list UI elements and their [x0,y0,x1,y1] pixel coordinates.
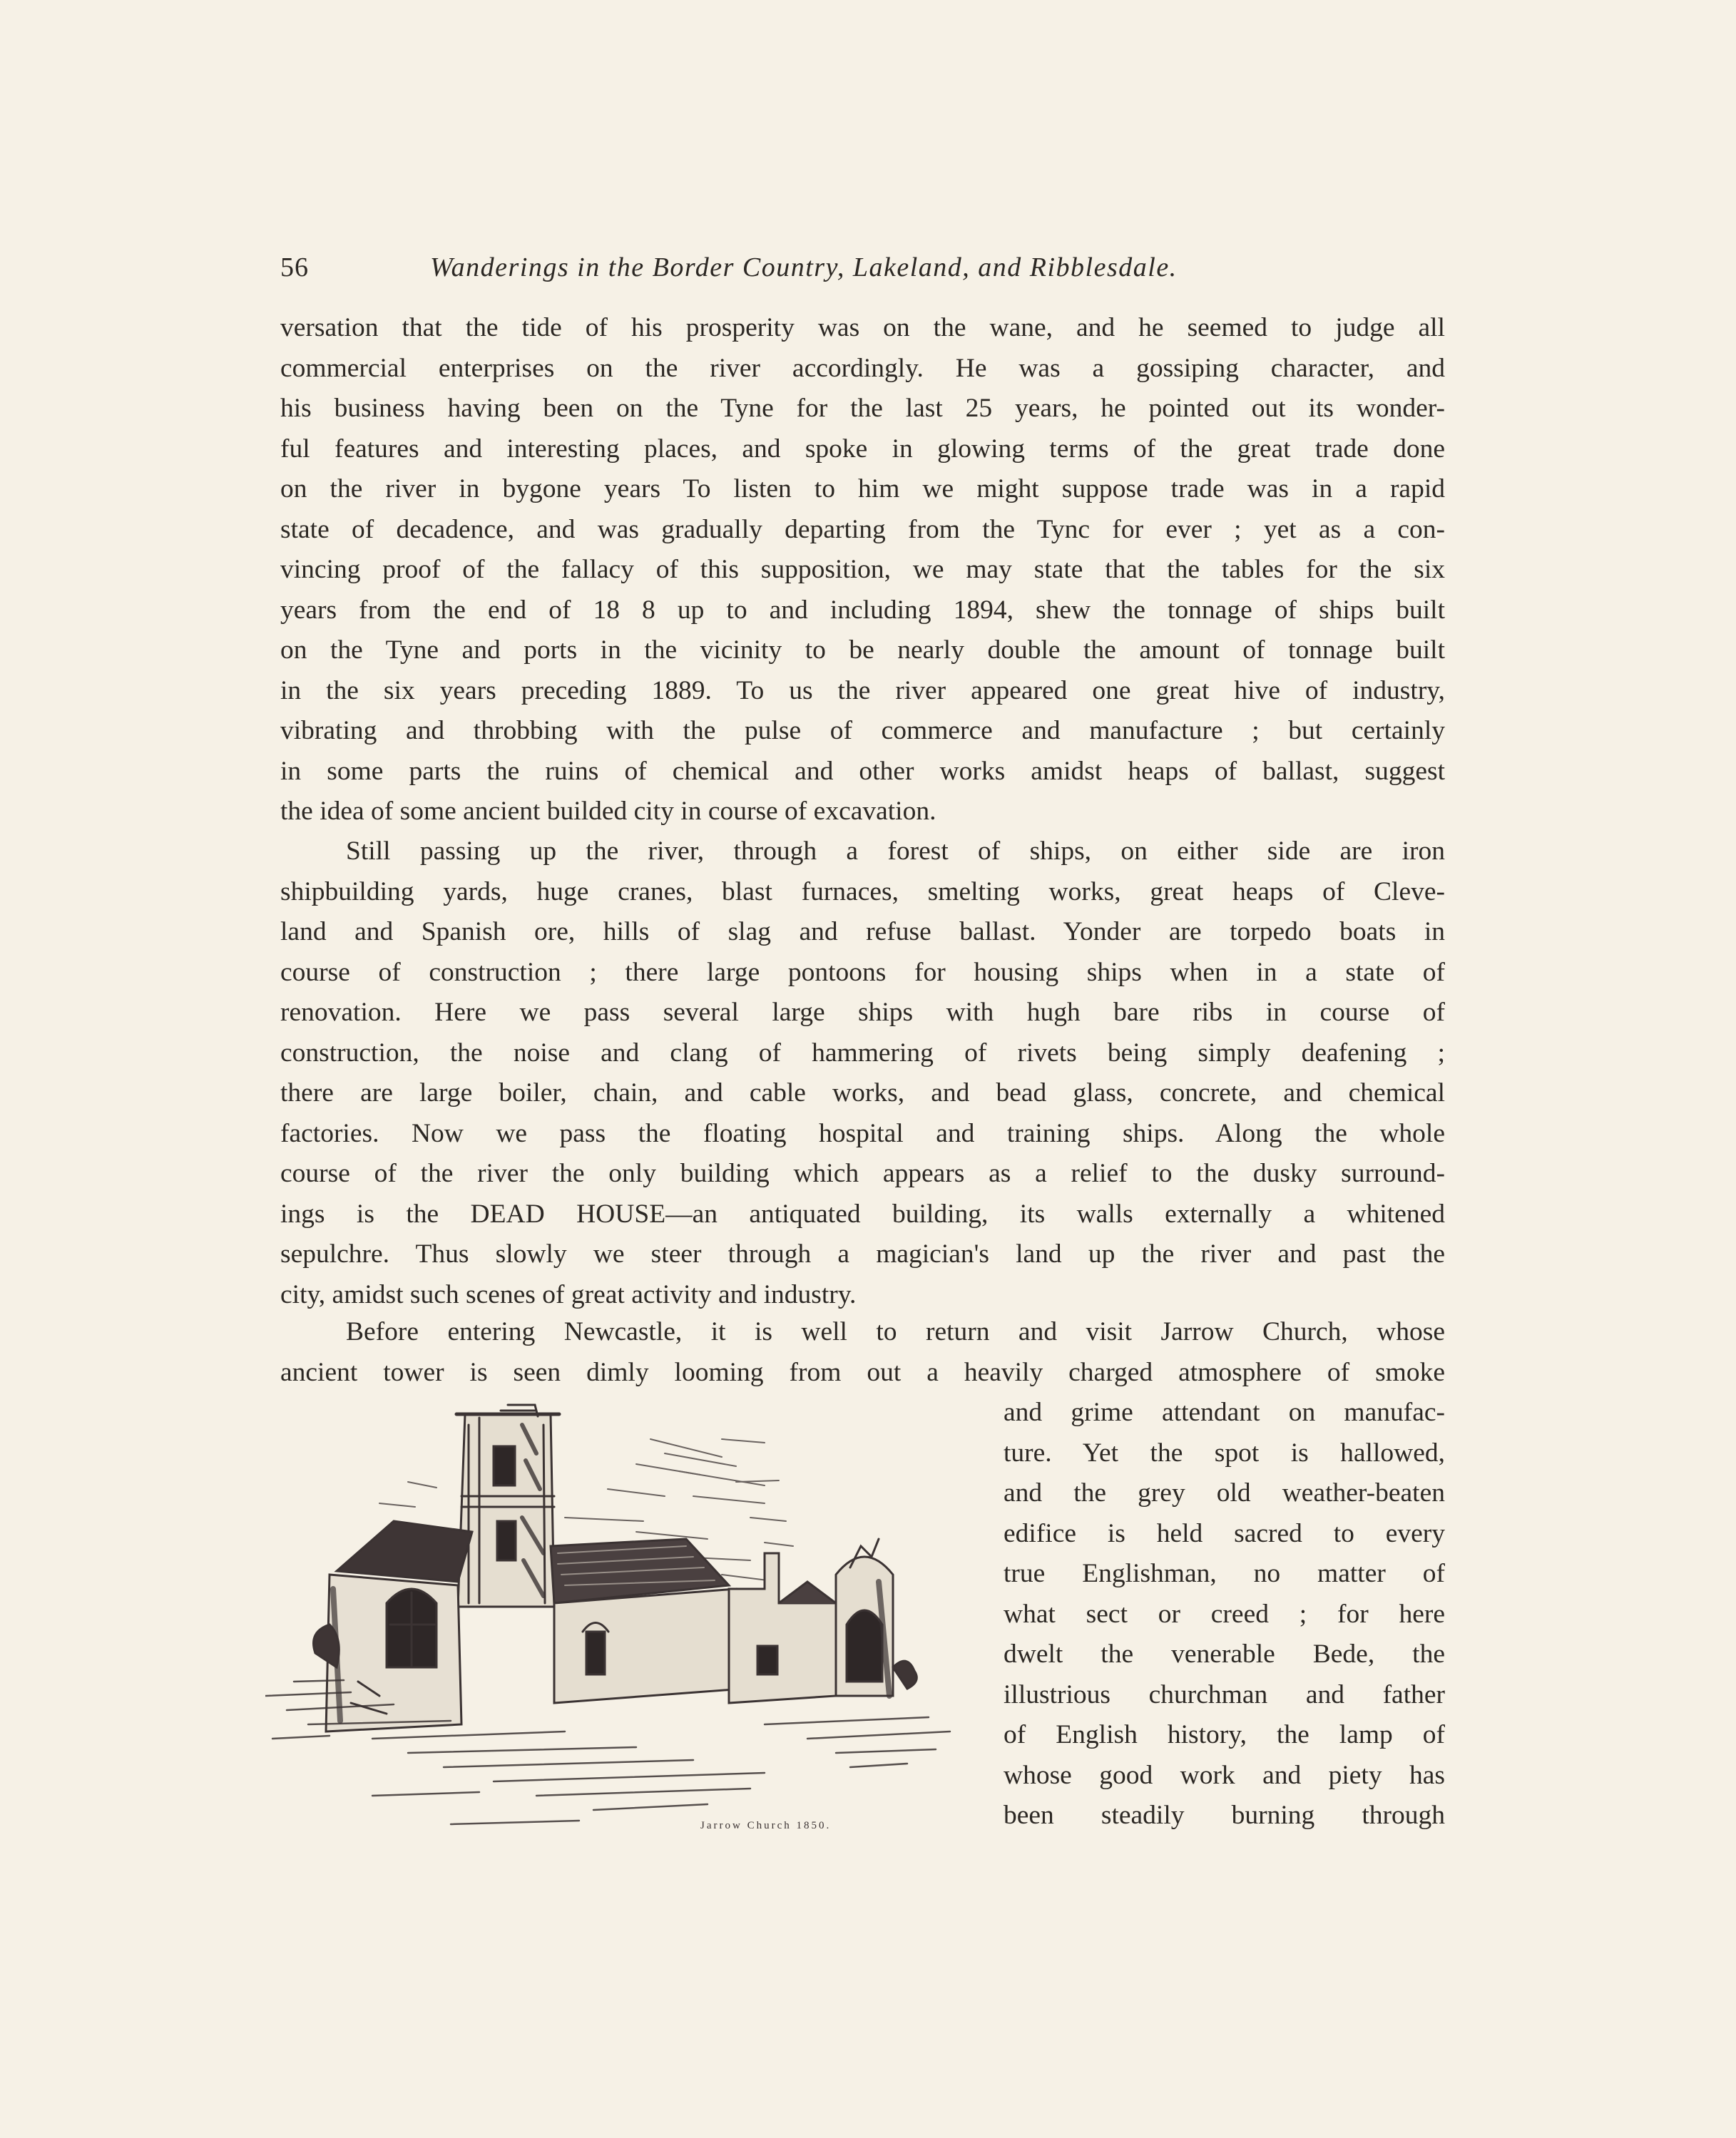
text-line: in some parts the ruins of chemical and other works amidst heaps of ballast, suggest [280,756,1445,786]
text-line: ings is the DEAD HOUSE—an antiquated building, its walls externally a whitened [280,1199,1445,1229]
east-ruins [729,1539,893,1703]
text-line: and the grey old weather-beaten [1004,1478,1445,1508]
text-line: whose good work and piety has [1004,1760,1445,1790]
text-line: commercial enterprises on the river accordingly. He was a gossiping character, and [280,353,1445,383]
paragraph-3 [280,1312,1445,1393]
church-sketch [265,1396,987,1846]
text-line: course of the river the only building which appears as a relief to the dusky surround- [280,1159,1445,1188]
text-line: vibrating and throbbing with the pulse of commerce and manufacture ; but certainly [280,716,1445,745]
text-line: been steadily burning through [1004,1801,1445,1830]
text-line: and grime attendant on manufac- [1004,1398,1445,1427]
text-line: land and Spanish ore, hills of slag and refuse ballast. Yonder are torpedo boats in [280,917,1445,946]
text-line: course of construction ; there large pontoons for housing ships when in a state of [280,957,1445,987]
text-line: of English history, the lamp of [1004,1720,1445,1749]
paragraph-1 [280,308,1445,832]
text-line: edifice is held sacred to every [1004,1518,1445,1548]
text-line: ture. Yet the spot is hallowed, [1004,1438,1445,1468]
text-line: factories. Now we pass the floating hospital and training ships. Along the whole [280,1118,1445,1148]
text-line: state of decadence, and was gradually departing from the Tync for ever ; yet as a con- [280,514,1445,544]
tower [456,1405,559,1607]
paragraph-3-wrapped-column [1004,1393,1445,1836]
page-number: 56 [280,252,309,282]
text-line: years from the end of 18 8 up to and including 1894, shew the tonnage of ships built [280,595,1445,625]
text-line: on the river in bygone years To listen to him we might suppose trade was in a rapid [280,474,1445,503]
text-line: his business having been on the Tyne for the last 25 years, he pointed out its wonder- [280,394,1445,423]
running-head [280,246,1450,289]
text-line: on the Tyne and ports in the vicinity to be nearly double the amount of tonnage built [280,635,1445,665]
text-line: the idea of some ancient builded city in course of excavation. [280,797,936,826]
text-line: vincing proof of the fallacy of this supposition, we may state that the tables for the six [280,555,1445,584]
text-line: true Englishman, no matter of [1004,1559,1445,1588]
text-line: Before entering Newcastle, it is well to return and visit Jarrow Church, whose [346,1317,1445,1346]
text-line: dwelt the venerable Bede, the [1004,1640,1445,1669]
west-chapel [326,1521,472,1732]
text-line: renovation. Here we pass several large ships with hugh bare ribs in course of [280,998,1445,1027]
text-line: versation that the tide of his prosperity was on the wane, and he seemed to judge all [280,313,1445,342]
text-line: ful features and interesting places, and spoke in glowing terms of the great trade done [280,434,1445,464]
text-line: illustrious churchman and father [1004,1679,1445,1709]
illustration-caption: Jarrow Church 1850. [700,1820,832,1831]
text-line: Still passing up the river, through a forest of ships, on either side are iron [346,837,1445,866]
text-line: city, amidst such scenes of great activity and industry. [280,1279,857,1309]
nave [551,1539,743,1703]
book-title: Wanderings in the Border Country, Lakeland, and Ribblesdale. [430,252,1178,282]
text-line: construction, the noise and clang of hammering of rivets being simply deafening ; [280,1038,1445,1068]
paragraph-2 [280,832,1445,1315]
text-line: sepulchre. Thus slowly we steer through a magician's land up the river and past the [280,1239,1445,1269]
text-line: ancient tower is seen dimly looming from out a heavily charged atmosphere of smoke [280,1357,1445,1387]
text-line: there are large boiler, chain, and cable works, and bead glass, concrete, and chemical [280,1078,1445,1108]
text-line: what sect or creed ; for here [1004,1599,1445,1629]
text-line: in the six years preceding 1889. To us the river appeared one great hive of industry, [280,675,1445,705]
text-line: shipbuilding yards, huge cranes, blast furnaces, smelting works, great heaps of Cleve- [280,876,1445,906]
jarrow-church-engraving [265,1396,987,1846]
